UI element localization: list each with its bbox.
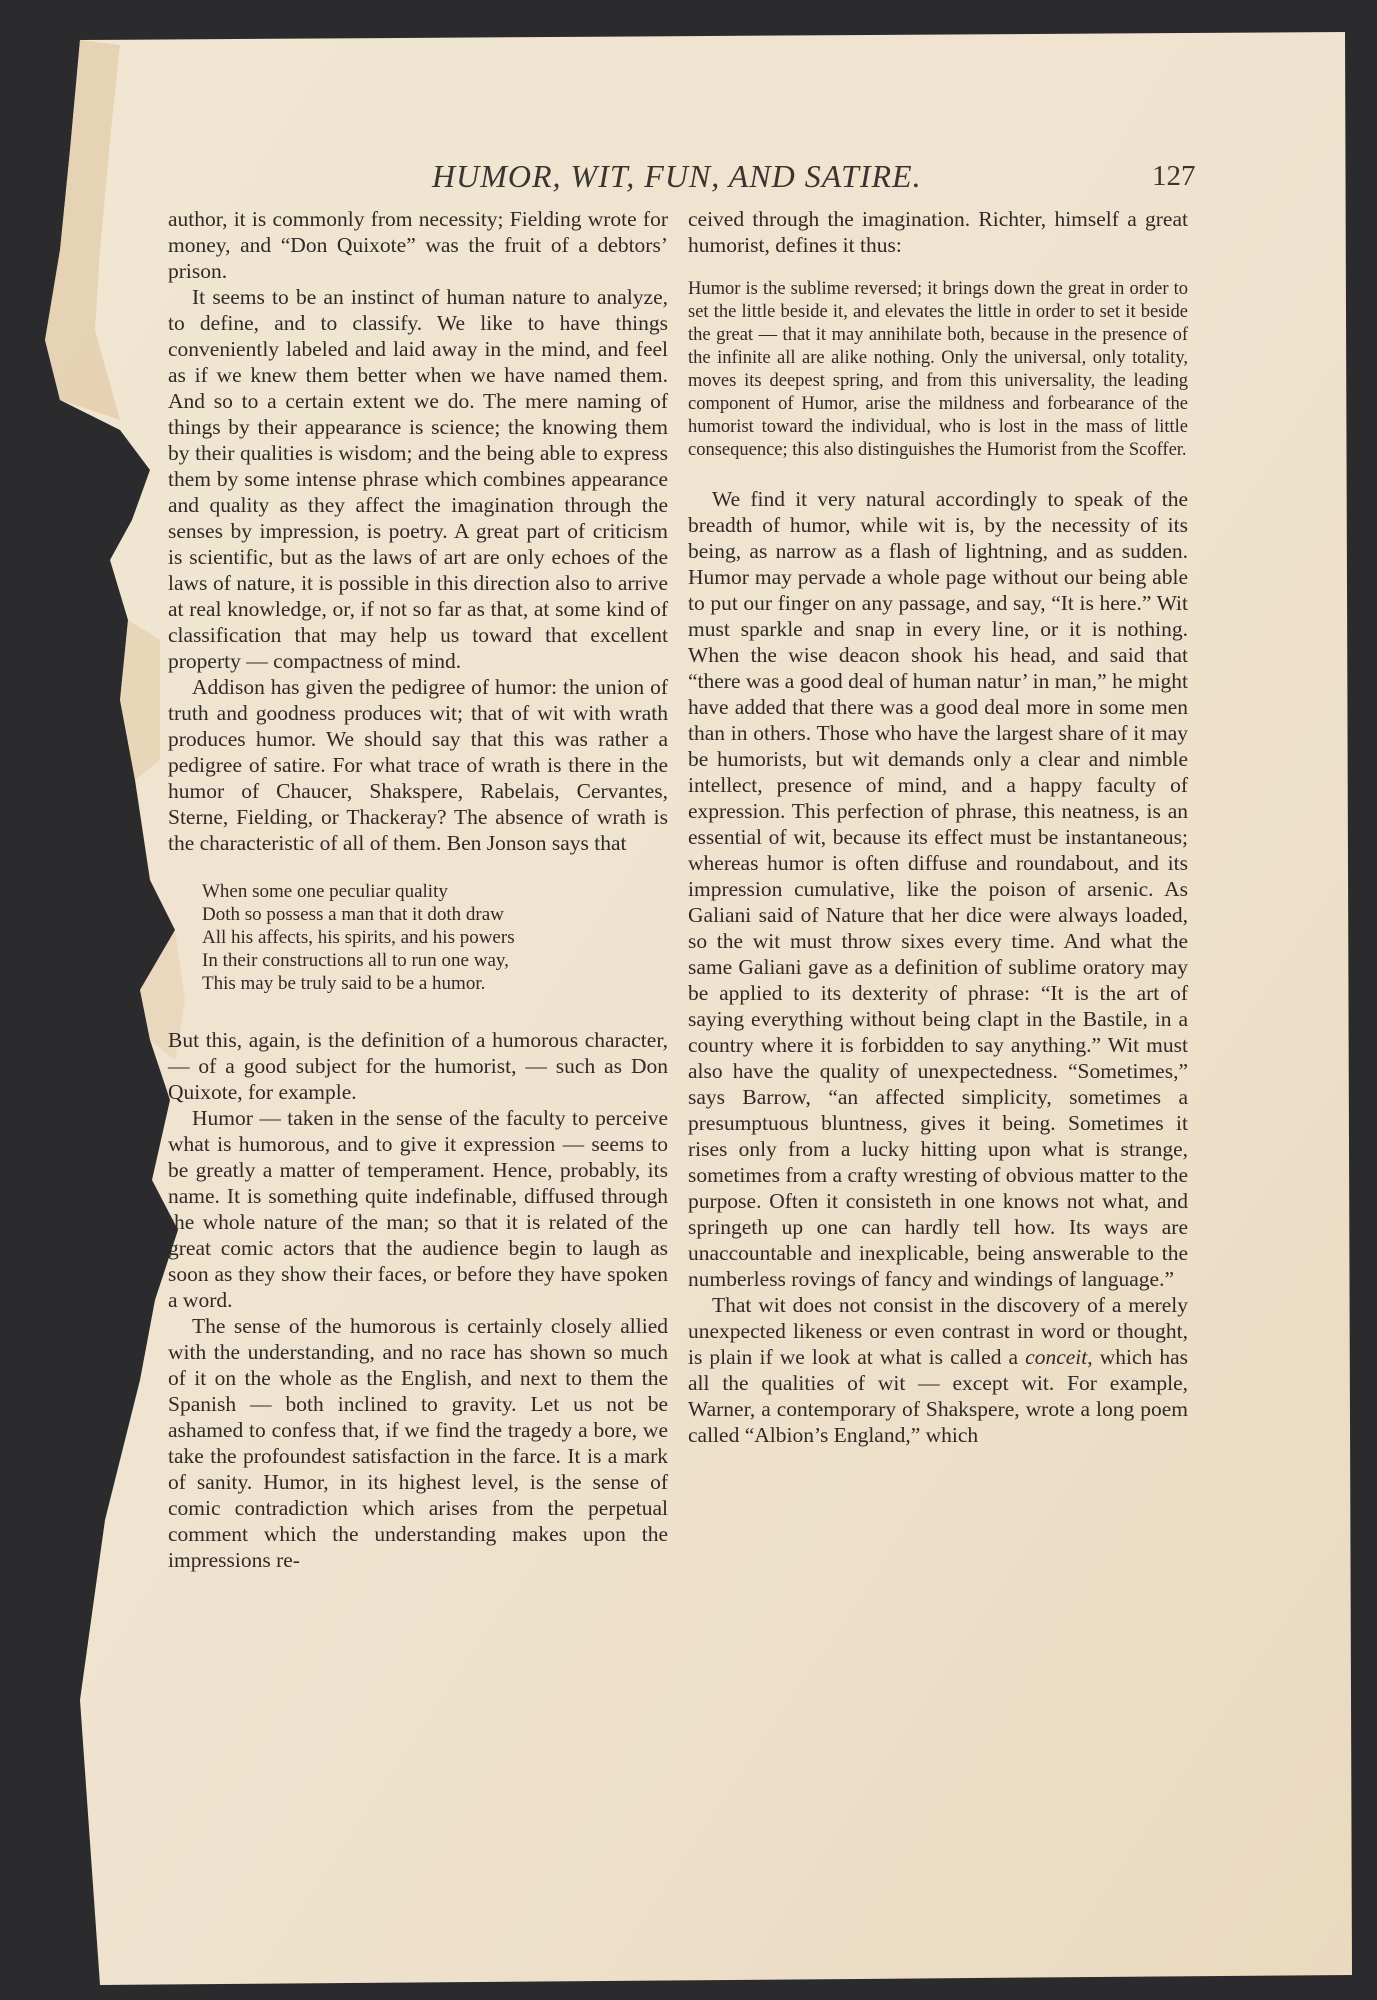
paragraph: We find it very natural accordingly to speak of the breadth of humor, while wit is, by the necessity of its being, as narrow as a flash of lightning, and as sudden. Humor may pervade a whole page without our being able to put our finger on any passage, and say, “It is here.” Wit must sparkle and snap in every line, or it is nothing. When the wise deacon shook his head, and said that “there was a good deal of human natur’ in man,” he might have added that there was a good deal more in some men than in others. Those who have the largest share of it may be humorists, but wit demands only a clear and nimble intellect, presence of mind, and a happy faculty of expression. This perfection of phrase, this neatness, is an essential of wit, because its effect must be instantaneous; whereas humor is often diffuse and roundabout, and its impression cumulative, like the poison of arsenic. As Galiani said of Nature that her dice were always loaded, so the wit must throw sixes every time. And what the same Galiani gave as a definition of sublime oratory may be applied to its dexterity of phrase: “It is the art of saying everything without being clapt in the Bastile, in a country where it is forbidden to say anything.” Wit must also have the quality of unexpectedness. “Sometimes,” says Barrow, “an affected simplicity, sometimes a presumptuous bluntness, gives it being. Sometimes it rises only from a lucky hitting upon what is strange, sometimes from a crafty wresting of obvious matter to the purpose. Often it consisteth in one knows not what, and springeth up one can hardly tell how. Its ways are unaccountable and inexplicable, being answerable to the numberless rovings of fancy and windings of language.”	[688, 487, 1188, 1291]
paragraph-text: That wit does not consist in the discovery of a merely unexpected likeness or even contrast in word or thought, is plain if we look at what is called a	[688, 1293, 1188, 1369]
page-number: 127	[1152, 160, 1196, 192]
paragraph	[688, 1292, 1188, 1448]
verse-quotation	[202, 880, 668, 995]
paragraph: ceived through the imagination. Richter, himself a great humorist, defines it thus:	[688, 207, 1188, 257]
italic-term: conceit	[1025, 1345, 1088, 1369]
left-column	[168, 206, 668, 1573]
paragraph: author, it is commonly from necessity; Fielding wrote for money, and “Don Quixote” was the fruit of a debtors’ prison.	[168, 207, 668, 283]
right-column	[688, 206, 1188, 1448]
page-header	[0, 158, 1377, 198]
paragraph: But this, again, is the definition of a humorous character, — of a good subject for the humorist, — such as Don Quixote, for example.	[168, 1028, 668, 1104]
verse-line: When some one peculiar quality	[202, 881, 448, 902]
paragraph: It seems to be an instinct of human nature to analyze, to define, and to classify. We like to have things conveniently labeled and laid away in the mind, and feel as if we knew them better when we have named them. And so to a certain extent we do. The mere naming of things by their appearance is science; the knowing them by their qualities is wisdom; and the being able to express them by some intense phrase which combines appearance and quality as they affect the imagination through the senses by impression, is poetry. A great part of criticism is scientific, but as the laws of art are only echoes of the laws of nature, it is possible in this direction also to arrive at real knowledge, or, if not so far as that, at some kind of classification that may help us toward that excellent property — compactness of mind.	[168, 285, 668, 673]
verse-line: In their constructions all to run one way,	[202, 950, 509, 971]
paragraph: Addison has given the pedigree of humor: the union of truth and goodness produces wit; that of wit with wrath produces humor. We should say that this was rather a pedigree of satire. For what trace of wrath is there in the humor of Chaucer, Shakspere, Rabelais, Cervantes, Sterne, Fielding, or Thackeray? The absence of wrath is the characteristic of all of them. Ben Jonson says that	[168, 675, 668, 855]
block-quotation: Humor is the sublime reversed; it brings down the great in order to set the little beside it, and elevates the little in order to set it beside the great — that it may annihilate both, because in the presence of the infinite all are alike nothing. Only the universal, only totality, moves its deepest spring, and from this universality, the leading component of Humor, arise the mildness and forbearance of the humorist toward the individual, who is lost in the mass of little consequence; this also distinguishes the Humorist from the Scoffer.	[688, 279, 1188, 460]
paragraph: The sense of the humorous is certainly closely allied with the understanding, and no race has shown so much of it on the whole as the English, and next to them the Spanish — both inclined to gravity. Let us not be ashamed to confess that, if we find the tragedy a bore, we take the profoundest satisfaction in the farce. It is a mark of sanity. Humor, in its highest level, is the sense of comic contradiction which arises from the perpetual comment which the understanding makes upon the impressions re-	[168, 1314, 668, 1572]
paragraph: Humor — taken in the sense of the faculty to perceive what is humorous, and to give it expression — seems to be greatly a matter of temperament. Hence, probably, its name. It is something quite indefinable, diffused through the whole nature of the man; so that it is related of the great comic actors that the audience begin to laugh as soon as they show their faces, or before they have spoken a word.	[168, 1106, 668, 1312]
page-stain-lower	[120, 620, 160, 780]
paragraph-text: , which has all the qualities of wit — except wit. For example, Warner, a contemporary of Shakspere, wrote a long poem called “Albion’s England,” which	[688, 1345, 1189, 1447]
verse-line: This may be truly said to be a humor.	[202, 973, 486, 994]
verse-line: Doth so possess a man that it doth draw	[202, 904, 504, 925]
running-title: HUMOR, WIT, FUN, AND SATIRE.	[432, 158, 922, 194]
verse-line: All his affects, his spirits, and his powers	[202, 927, 515, 948]
